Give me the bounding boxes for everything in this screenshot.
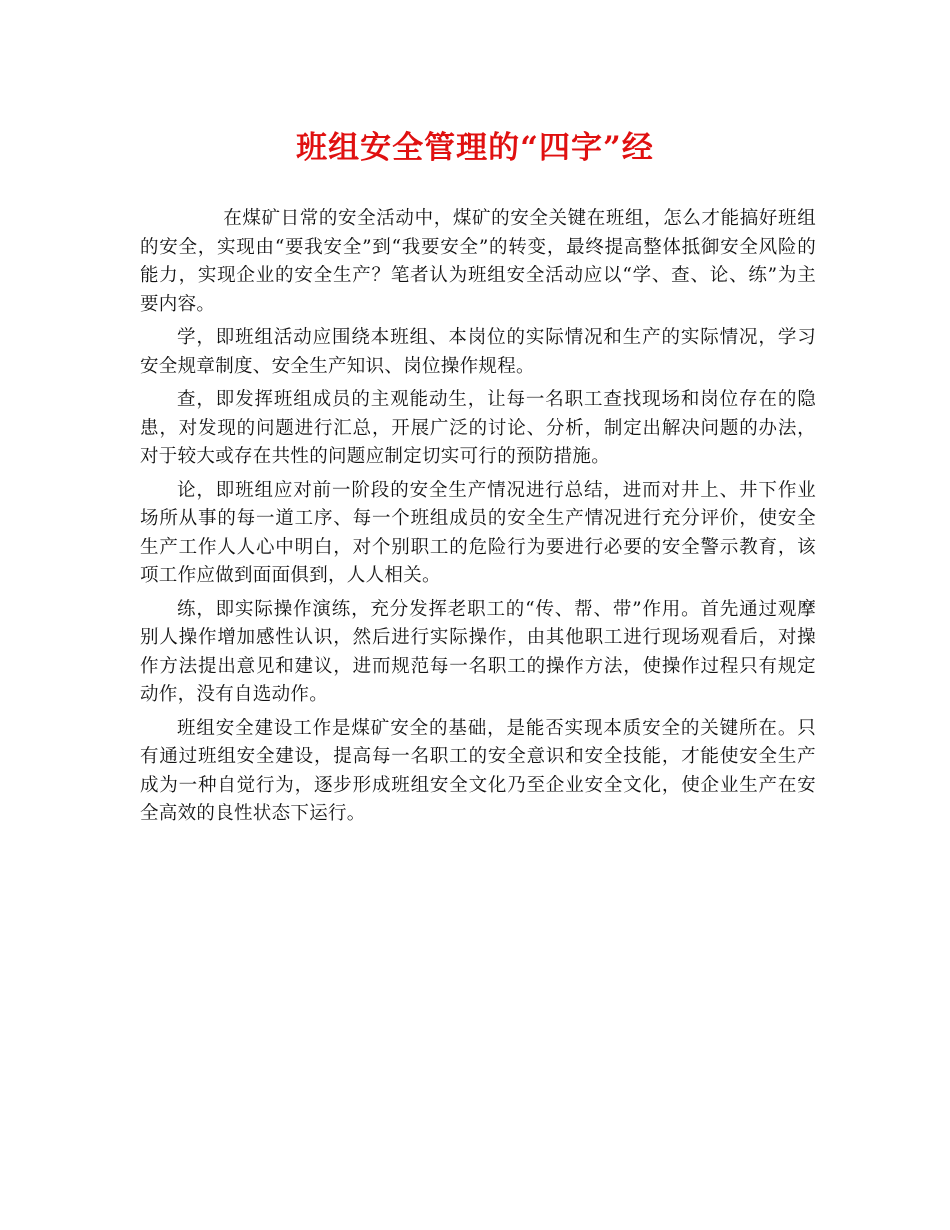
paragraph-intro: 在煤矿日常的安全活动中，煤矿的安全关键在班组，怎么才能搞好班组的安全，实现由“要我安全”到“我要安全”的转变，最终提高整体抵御安全风险的能力，实现企业的安全生产？笔者认为班组安全活动应以“学、查、论、练”为主要内容。: [140, 208, 816, 315]
paragraph-conclusion: 班组安全建设工作是煤矿安全的基础，是能否实现本质安全的关键所在。只有通过班组安全建设，提高每一名职工的安全意识和安全技能，才能使安全生产成为一种自觉行为，逐步形成班组安全文化乃至企业安全文化，使企业生产在安全高效的良性状态下运行。: [140, 717, 816, 824]
paragraph-practice: 练，即实际操作演练，充分发挥老职工的“传、帮、带”作用。首先通过观摩别人操作增加感性认识，然后进行实际操作，由其他职工进行现场观看后，对操作方法提出意见和建议，进而规范每一名职工的操作方法，使操作过程只有规定动作，没有自选动作。: [140, 598, 816, 705]
paragraph-study: 学，即班组活动应围绕本班组、本岗位的实际情况和生产的实际情况，学习安全规章制度、安全生产知识、岗位操作规程。: [140, 327, 816, 377]
paragraph-discuss: 论，即班组应对前一阶段的安全生产情况进行总结，进而对井上、井下作业场所从事的每一道工序、每一个班组成员的安全生产情况进行充分评价，使安全生产工作人人心中明白，对个别职工的危险行为要进行必要的安全警示教育，该项工作应做到面面俱到，人人相关。: [140, 479, 816, 586]
paragraph-inspect: 查，即发挥班组成员的主观能动生，让每一名职工查找现场和岗位存在的隐患，对发现的问题进行汇总，开展广泛的讨论、分析，制定出解决问题的办法，对于较大或存在共性的问题应制定切实可行的预防措施。: [140, 389, 816, 467]
document-body: [140, 205, 816, 829]
document-title: 班组安全管理的“四字”经: [296, 130, 654, 166]
